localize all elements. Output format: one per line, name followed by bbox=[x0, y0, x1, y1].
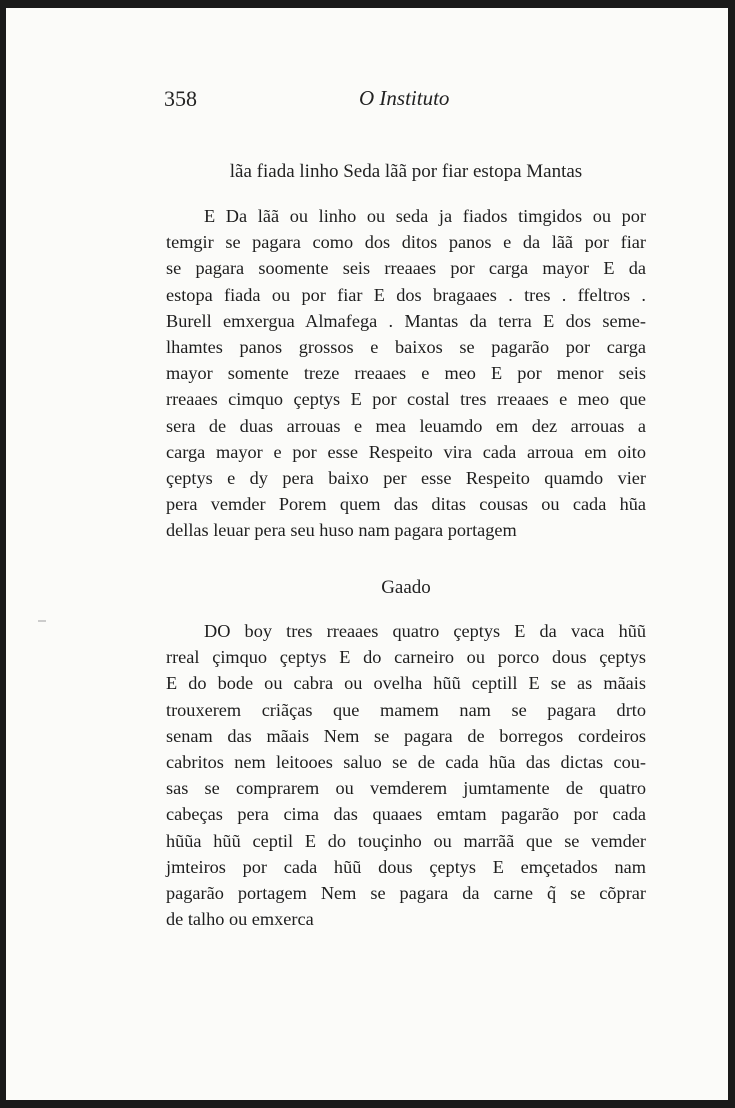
text-line: trouxerem criãças que mamem nam se pagara drto bbox=[166, 699, 646, 720]
section-heading-livestock: Gaado bbox=[381, 577, 431, 598]
text-line: hũũa hũũ ceptil E do touçinho ou marrãã que se vemder bbox=[166, 830, 646, 851]
text-line: rreal çimquo çeptys E do carneiro ou porco dous çeptys bbox=[166, 647, 646, 668]
page-number: 358 bbox=[164, 86, 197, 111]
text-line: sas se comprarem ou vemderem jumtamente de quatro bbox=[166, 778, 646, 799]
text-line: jmteiros por cada hũũ dous çeptys E emçetados nam bbox=[166, 856, 646, 877]
text-line: çeptys e dy pera baixo per esse Respeito quamdo vier bbox=[166, 467, 646, 488]
text-line: cabritos nem leitooes saluo se de cada hũa das dictas cou- bbox=[166, 751, 646, 772]
text-line: estopa fiada ou por fiar E dos bragaaes . tres . ffeltros . bbox=[166, 284, 646, 305]
text-line: rreaaes cimquo çeptys E por costal tres rreaaes e meo que bbox=[166, 389, 646, 410]
text-line: cabeças pera cima das quaaes emtam pagarão por cada bbox=[166, 804, 646, 825]
text-line: DO boy tres rreaaes quatro çeptys E da vaca hũũ bbox=[204, 621, 646, 641]
text-line: pera vemder Porem quem das ditas cousas ou cada hũa bbox=[166, 494, 646, 515]
document-page bbox=[6, 8, 728, 1100]
text-line: mayor somente treze rreaaes e meo E por menor seis bbox=[166, 363, 646, 384]
section-body-livestock bbox=[166, 618, 646, 932]
text-line: temgir se pagara como dos ditos panos e da lãã por fiar bbox=[166, 232, 646, 253]
text-line: de talho ou emxerca bbox=[166, 909, 314, 930]
text-line: Burell emxergua Almafega . Mantas da terra E dos seme- bbox=[166, 310, 646, 331]
text-line: E do bode ou cabra ou ovelha hũũ ceptill E se as mãais bbox=[166, 673, 646, 694]
text-line: se pagara soomente seis rreaaes por carga mayor E da bbox=[166, 258, 646, 279]
section-heading-wool-linen: lãa fiada linho Seda lãã por fiar estopa Mantas bbox=[229, 161, 583, 182]
text-line: sera de duas arrouas e mea leuamdo em dez arrouas a bbox=[166, 415, 646, 436]
text-line: senam das mãais Nem se pagara de borregos cordeiros bbox=[166, 725, 646, 746]
text-line: E Da lãã ou linho ou seda ja fiados timgidos ou por bbox=[204, 206, 646, 226]
text-line: carga mayor e por esse Respeito vira cada arroua em oito bbox=[166, 441, 646, 462]
section-body-wool-linen bbox=[166, 203, 646, 543]
running-head bbox=[164, 86, 564, 116]
journal-title: O Instituto bbox=[359, 86, 450, 110]
text-line: pagarão portagem Nem se pagara da carne q̃ se cõprar bbox=[166, 882, 646, 903]
page-edge-mark bbox=[38, 620, 46, 622]
text-line: lhamtes panos grossos e baixos se pagarão por carga bbox=[166, 336, 646, 357]
text-line: dellas leuar pera seu huso nam pagara portagem bbox=[166, 520, 517, 541]
